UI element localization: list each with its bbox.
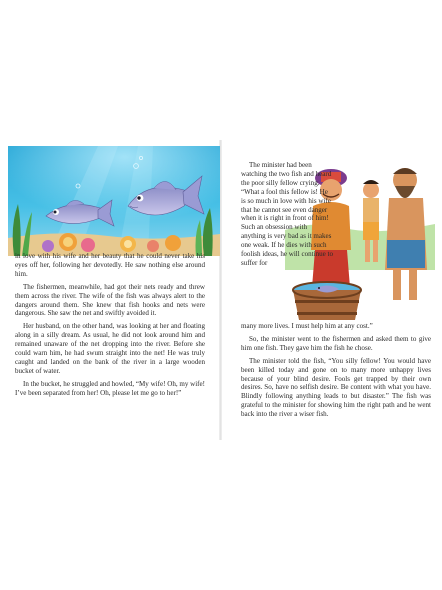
- right-paragraph-2: So, the minister went to the fishermen and asked them to give him one fish. They gave him the fish he chose.: [241, 334, 431, 352]
- left-page-text: [15, 252, 205, 402]
- left-paragraph-1: in love with his wife and her beauty that he could never take his eyes off her, following her devotedly. He saw nothing else around him.: [15, 252, 205, 278]
- right-page-top-text: [241, 161, 333, 272]
- right-paragraph-1: The minister had been watching the two fish and heard the poor silly fellow crying. “What a fool this fellow is! He is so much in love with his wife that he cannot see even danger when it is right in front of him! Such an obsession with anything is very bad as it makes one weak. If he dies with such foolish ideas, he will continue to suffer for: [241, 161, 333, 267]
- right-page-bottom-text: [241, 322, 431, 423]
- underwater-scene: [8, 146, 220, 256]
- right-paragraph-1-continued: many more lives. I must help him at any cost.”: [241, 322, 373, 330]
- bearded-fisherman-figure: [385, 168, 427, 300]
- left-paragraph-4: In the bucket, he struggled and howled, “My wife! Oh, my wife! I’ve been separated from her! Oh, please let me go to her!”: [15, 379, 205, 397]
- two-fish-illustration: [8, 146, 220, 256]
- right-paragraph-3: The minister told the fish, “You silly fellow! You would have been killed today and gone on to many more unhappy lives because of your blind desire. Fools get trapped by their own desires. So, have no selfish desire. Be content with what you have. Blindly following anything leads to but disaster.” The fish was grateful to the minister for showing him the right path and he went back into the river a wiser fish.: [241, 356, 431, 419]
- left-paragraph-3: Her husband, on the other hand, was looking at her and floating along in a silly dream. As usual, he did not look around him and remained unaware of the net dropping into the river. Before she could warn him, he had swum straight into the net! He was truly caught and landed on the bank of the river in a large wooden bucket of water.: [15, 322, 205, 375]
- left-paragraph-2: The fishermen, meanwhile, had got their nets ready and threw them across the river. The wife of the fish was always alert to the dangers around them. She knew that fish hooks and nets were dangerous. She saw the net and swiftly avoided it.: [15, 282, 205, 318]
- wooden-bucket: [293, 282, 361, 320]
